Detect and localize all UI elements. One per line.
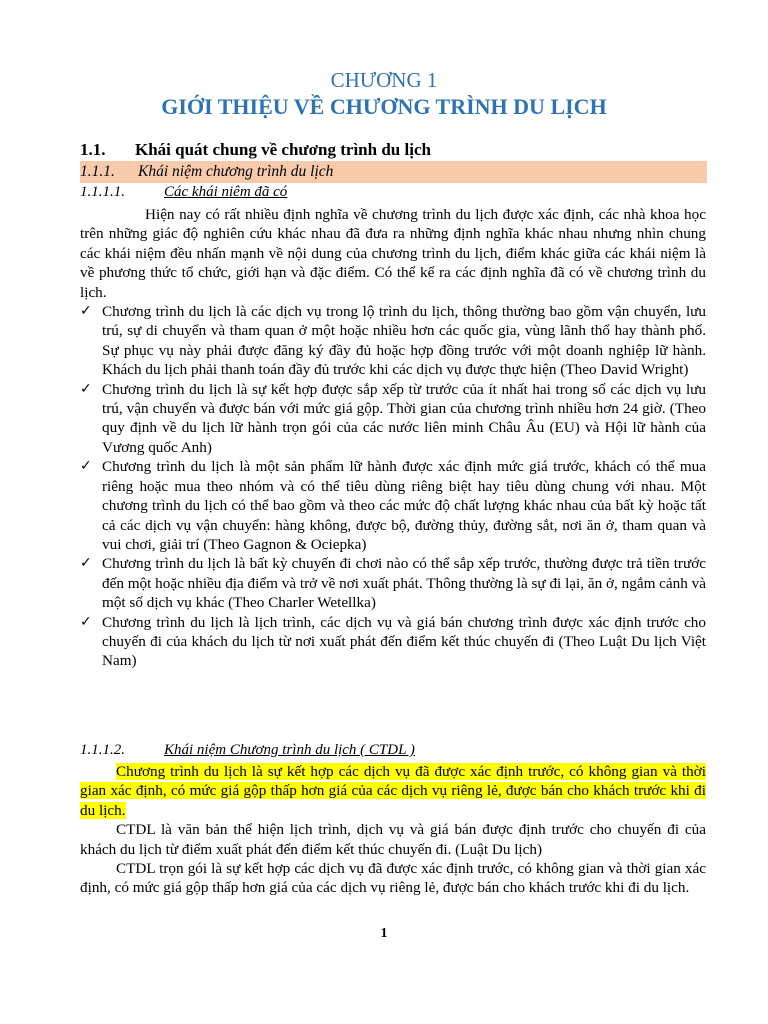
sub-subsection-title: Các khái niêm đã có <box>164 184 288 200</box>
subsection-number: 1.1.1. <box>80 163 115 180</box>
check-icon: ✓ <box>80 303 92 320</box>
section-title: Khái quát chung về chương trình du lịch <box>135 140 431 159</box>
ctdl-paragraph-law: CTDL là văn bản thể hiện lịch trình, dịch vụ và giá bán được định trước cho chuyến đi của khách du lịch từ điểm xuất phát đến điểm kết thúc chuyến đi. (Luật Du lịch) <box>80 821 706 858</box>
bullet-text: Chương trình du lịch là bất kỳ chuyến đi chơi nào có thể sắp xếp trước, thường được trả tiền trước đến một hoặc nhiều địa điểm và trở về nơi xuất phát. Thông thường là sự đi lại, ăn ở, ngắm cảnh và một số dịch vụ khác (Theo Charler Wetellka) <box>102 555 706 612</box>
section-heading-1-1 <box>80 140 431 160</box>
section-number: 1.1. <box>80 140 106 159</box>
highlighted-definition <box>80 762 706 820</box>
definition-bullet <box>80 302 706 380</box>
sub-subsection-number: 1.1.1.2. <box>80 742 125 758</box>
section-heading-1-1-1-1 <box>80 184 287 201</box>
sub-subsection-number: 1.1.1.1. <box>80 184 125 200</box>
highlighted-text: Chương trình du lịch là sự kết hợp các dịch vụ đã được xác định trước, có không gian và thời gian xác định, có mức giá gộp thấp hơn giá của các dịch vụ riêng lẻ, được bán cho khách trước khi đi du lịch. <box>80 763 706 819</box>
chapter-title: GIỚI THIỆU VỀ CHƯƠNG TRÌNH DU LỊCH <box>161 94 607 119</box>
ctdl-definition-block <box>80 762 706 898</box>
bullet-text: Chương trình du lịch là một sản phẩm lữ hành được xác định mức giá trước, khách có thể mua riêng hoặc mua theo nhóm và có thể tiêu dùng riêng biệt hay tiêu dùng chung với nhau. Một chương trình du lịch có thể bao gồm và theo các mức độ chất lượng khác nhau của bất kỳ hoặc tất cả các dịch vụ vận chuyển: hàng không, được bộ, đường thủy, đường sắt, nơi ăn ở, tham quan và vui chơi, giải trí (Theo Gagnon & Ociepka) <box>102 458 706 553</box>
bullet-text: Chương trình du lịch là lịch trình, các dịch vụ và giá bán chương trình được xác định trước cho chuyến đi của khách du lịch từ nơi xuất phát đến điểm kết thúc chuyến đi (Theo Luật Du lịch Việt Nam) <box>102 613 706 670</box>
ctdl-paragraph-package: CTDL trọn gói là sự kết hợp các dịch vụ đã được xác định trước, có không gian và thời gian xác định, có mức giá gộp thấp hơn giá của các dịch vụ riêng lẻ, được bán cho khách trước khi đi du lịch. <box>80 860 706 897</box>
section-heading-1-1-1 <box>80 161 707 183</box>
check-icon: ✓ <box>80 555 92 572</box>
sub-subsection-title: Khái niệm Chương trình du lịch ( CTDL ) <box>164 742 415 758</box>
definition-bullet <box>80 613 706 671</box>
intro-paragraph: Hiện nay có rất nhiều định nghĩa về chương trình du lịch được xác định, các nhà khoa học trên những giác độ nghiên cứu khác nhau đã đưa ra những định nghĩa khác nhau nhưng nhìn chung các khái niệm đều nhấn mạnh về nội dung của chương trình du lịch, điểm khác giữa các khái niệm là về phương thức tổ chức, giới hạn và đặc điểm. Có thể kể ra các định nghĩa đã có về chương trình du lịch. <box>80 206 706 301</box>
definition-bullet <box>80 554 706 612</box>
check-icon: ✓ <box>80 380 92 397</box>
page-number: 1 <box>380 926 388 941</box>
bullet-text: Chương trình du lịch là các dịch vụ trong lộ trình du lịch, thông thường bao gồm vận chuyển, lưu trú, sự di chuyển và tham quan ở một hoặc nhiều hơn các quốc gia, vùng lãnh thổ hay thành phố. Sự phục vụ này phải được đăng ký đầy đủ hoặc hợp đồng trước với một doanh nghiệp lữ hành. Khách du lịch phải thanh toán đầy đủ trước khi các dịch vụ được thực hiện (Theo David Wright) <box>102 303 706 379</box>
check-icon: ✓ <box>80 458 92 475</box>
subsection-title: Khái niệm chương trình du lịch <box>138 163 334 180</box>
section-heading-1-1-1-2 <box>80 742 415 759</box>
chapter-number: CHƯƠNG 1 <box>330 68 438 92</box>
bullet-text: Chương trình du lịch là sự kết hợp được sắp xếp từ trước của ít nhất hai trong số các dịch vụ lưu trú, vận chuyển và được bán với mức giá gộp. Thời gian của chương trình nhiều hơn 24 giờ. (Theo quy định về du lịch lữ hành trọn gói của các nước liên minh Châu Âu (EU) và Hội lữ hành của Vương quốc Anh) <box>102 380 706 456</box>
check-icon: ✓ <box>80 613 92 630</box>
definitions-block <box>80 205 706 671</box>
definition-bullet <box>80 457 706 554</box>
definition-bullet <box>80 380 706 458</box>
